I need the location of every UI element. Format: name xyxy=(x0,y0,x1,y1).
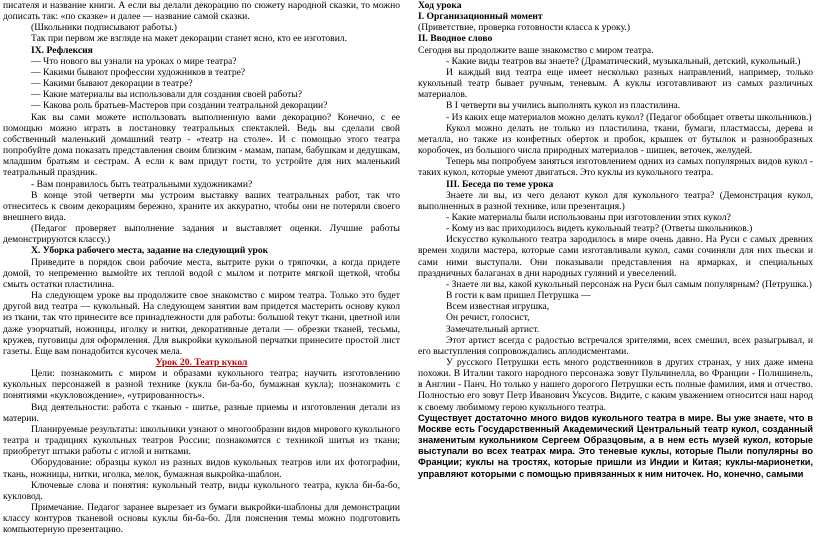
left-paragraph: Урок 20. Театр кукол xyxy=(155,357,248,368)
left-paragraph: В конце этой четверти мы устроим выставку ваших театральных работ, так что отнеситесь к своим декорациям бережно, храните их аккуратно, чтобы они не потеряли своего внешнего вида. xyxy=(3,189,400,223)
right-paragraph: Кукол можно делать не только из пластилина, ткани, бумаги, пластмассы, дерева и металла, но также из конфетных оберток и пробок, крышек от бутылок и разнообразных коробочек, из большого числа природных материалов - шишек, веточек, желудей. xyxy=(418,122,813,157)
left-paragraph: На следующем уроке вы продолжите свое знакомство с миром театра. Только это будет другой вид театра — кукольный. На следующем занятии вам придется мастерить основу кукол из ткани, так что принесите все принадлежности для работы: большой текут ткани, цветной или даже узорчатый, ножницы, иголку и нитки, декоративные детали — обрезки тканей, тесьмы, кружев, пуговицы для оформления. Для выкройки кукольной перчатки принесите простой лист газеты. Еще вам понадобится кусочек мела. xyxy=(3,290,400,357)
left-paragraph: — Какими бывают профессии художников в театре? xyxy=(31,66,246,78)
left-paragraph: Оборудование: образцы кукол из разных видов кукольных театров или их фотографии, ткань, ножницы, нитки, иголка, мелок, бумажная выкройка-шаблон. xyxy=(3,457,400,480)
right-paragraph: У русского Петрушки есть много родственников в других странах, у них даже имена похожи. В Италии такого народного персонажа зовут Пульчинелла, во Франции - Полишинель, в Англии - Панч. Но только у нашего дорогого Петрушки есть полные фамилия, имя и отчество. Полностью его зовут Петр Иванович Уксусов. Видите, с каким уважением относится наш народ к своему любимому герою кукольного театра. xyxy=(418,357,813,413)
right-paragraph: Ход урока xyxy=(418,0,462,11)
left-paragraph: X. Уборка рабочего места, задание на следующий урок xyxy=(31,245,269,257)
left-paragraph: — Что нового вы узнали на уроках о мире театра? xyxy=(31,55,237,67)
right-paragraph: В I четверти вы учились выполнять кукол из пластилина. xyxy=(446,100,681,112)
left-paragraph: — Какими бывают декорации в театре? xyxy=(31,78,193,90)
right-paragraph: III. Беседа по теме урока xyxy=(446,178,554,190)
right-paragraph: Всем известная игрушка, xyxy=(446,301,550,313)
left-paragraph: — Какова роль братьев-Мастеров при создании театральной декорации? xyxy=(31,100,328,112)
left-paragraph: — Какие материалы вы использовали для создания своей работы? xyxy=(31,89,302,101)
left-paragraph: (Школьники подписывают работы.) xyxy=(31,22,177,34)
left-paragraph: Как вы сами можете использовать выполненную вами декорацию? Конечно, с ее помощью можно играть в постановку театральных спектаклей. Ведь вы сделали свой собственный маленький домашний театр - «театр на столе». И с помощью этого театра попробуйте дома показать представления своим близким - мамам, папам, бабушкам и дедушкам, младшим братьям и сестрам. А если к вам придут гости, то устройте для них маленький театральный праздник. xyxy=(3,111,400,179)
right-paragraph: (Приветствие, проверка готовности класса к уроку.) xyxy=(418,22,631,34)
left-paragraph: Приведите в порядок свои рабочие места, вытрите руки о тряпочки, а когда придете домой, то непременно вымойте их теплой водой с мылом и потрите мягкой щеткой, чтобы смыть остатки пластилина. xyxy=(3,256,400,290)
right-paragraph: Знаете ли вы, из чего делают кукол для кукольного театра? (Демонстрация кукол, выполненных в разной технике, или презентация.) xyxy=(418,189,813,212)
right-paragraph: - Какие виды театров вы знаете? (Драматический, музыкальный, детский, кукольный.) xyxy=(446,55,801,67)
right-text-column xyxy=(418,0,813,480)
right-paragraph: Он речист, голосист, xyxy=(446,312,530,324)
right-paragraph: - Какие материалы были использованы при изготовлении этих кукол? xyxy=(446,211,731,223)
right-paragraph: Сегодня вы продолжите ваше знакомство с миром театра. xyxy=(418,44,654,56)
right-paragraph: - Кому из вас приходилось видеть кукольный театр? (Ответы школьников.) xyxy=(446,223,753,235)
right-paragraph: Теперь мы попробуем заняться изготовлением одних из самых популярных видов кукол - таких кукол, которые умеют двигаться. Это куклы из кукольного театра. xyxy=(418,156,813,179)
left-paragraph: Ключевые слова и понятия: кукольный театр, виды кукольного театра, кукла би-ба-бо, кукловод. xyxy=(3,479,400,502)
right-paragraph: Замечательный артист. xyxy=(446,323,540,335)
left-paragraph: Вид деятельности: работа с тканью - шитье, разные приемы и изготовления детали из материи. xyxy=(3,401,400,424)
right-paragraph: - Из каких еще материалов можно делать кукол? (Педагог обобщает ответы школьников.) xyxy=(446,111,812,123)
left-paragraph: Так при первом же взгляде на макет декорации станет ясно, кто ее изготовил. xyxy=(31,33,348,45)
right-paragraph: I. Организационный момент xyxy=(418,11,543,23)
left-paragraph: Цели: познакомить с миром и образами кукольного театра; научить изготовлению кукольных персонажей в разной технике (кукла би-ба-бо, бумажная кукла); познакомить с понятиями «кукловождение», «утрированность». xyxy=(3,368,400,402)
left-paragraph: Примечание. Педагог заранее вырезает из бумаги выкройки-шаблоны для демонстрации классу контуров тканевой основы куклы би-ба-бо. Для пояснения темы можно подготовить компьютерную презентацию. xyxy=(3,502,400,536)
left-paragraph: писателя и название книги. А если вы делали декорацию по сюжету народной сказки, то можно дописать так: «по сказке» и далее — название самой сказки. xyxy=(3,0,400,23)
right-paragraph: II. Вводное слово xyxy=(418,33,493,45)
right-paragraph: Искусство кукольного театра зародилось в мире очень давно. На Руси с самых древних времен ходили мастера, которые сами изготавливали кукол, сами сочиняли для них пьески и сами ними выступали. Они показывали представления на ярмарках, и специальных праздничных балаганах в дни народных гуляний и увеселений. xyxy=(418,234,813,279)
right-paragraph: В гости к вам пришел Петрушка — xyxy=(446,290,591,302)
right-paragraph: Существует достаточно много видов кукольного театра в мире. Вы уже знаете, что в Москве есть Государственный Академический Центральный театр кукол, созданный знаменитым кукольником Сергеем Образцовым, а в нем есть музей кукол, которые выступали во всех театрах мира. Это теневые куклы, которые Пыли популярны во Франции; куклы на тростях, которые пришли из Индии и Китая; куклы-марионетки, управляют которыми с помощью привязанных к ним ниточек. Но, конечно, самыми xyxy=(418,412,813,479)
right-paragraph: И каждый вид театра еще имеет несколько разных направлений, например, только кукольный театр бывает ручным, теневым. А куклы изготавливают из самых различных материалов. xyxy=(418,66,813,101)
left-paragraph: - Вам понравилось быть театральными художниками? xyxy=(31,178,253,190)
left-paragraph: IX. Рефлексия xyxy=(31,44,93,56)
left-paragraph: (Педагог проверяет выполнение задания и выставляет оценки. Лучшие работы демонстрируются классу.) xyxy=(3,223,400,246)
right-paragraph: - Знаете ли вы, какой кукольный персонаж на Руси был самым популярным? (Петрушка.) xyxy=(446,278,812,290)
left-text-column xyxy=(3,0,400,536)
left-paragraph: Планируемые результаты: школьники узнают о многообразии видов мирового кукольного театра и традициях кукольных театров России; познакомятся с техникой шитья из ткани; приобретут штыки работы с иглой и нитками. xyxy=(3,423,400,458)
right-paragraph: Этот артист всегда с радостью встречался зрителями, всех смешил, всех разыгрывал, и его выступления сопровождались аплодисментами. xyxy=(418,334,813,357)
